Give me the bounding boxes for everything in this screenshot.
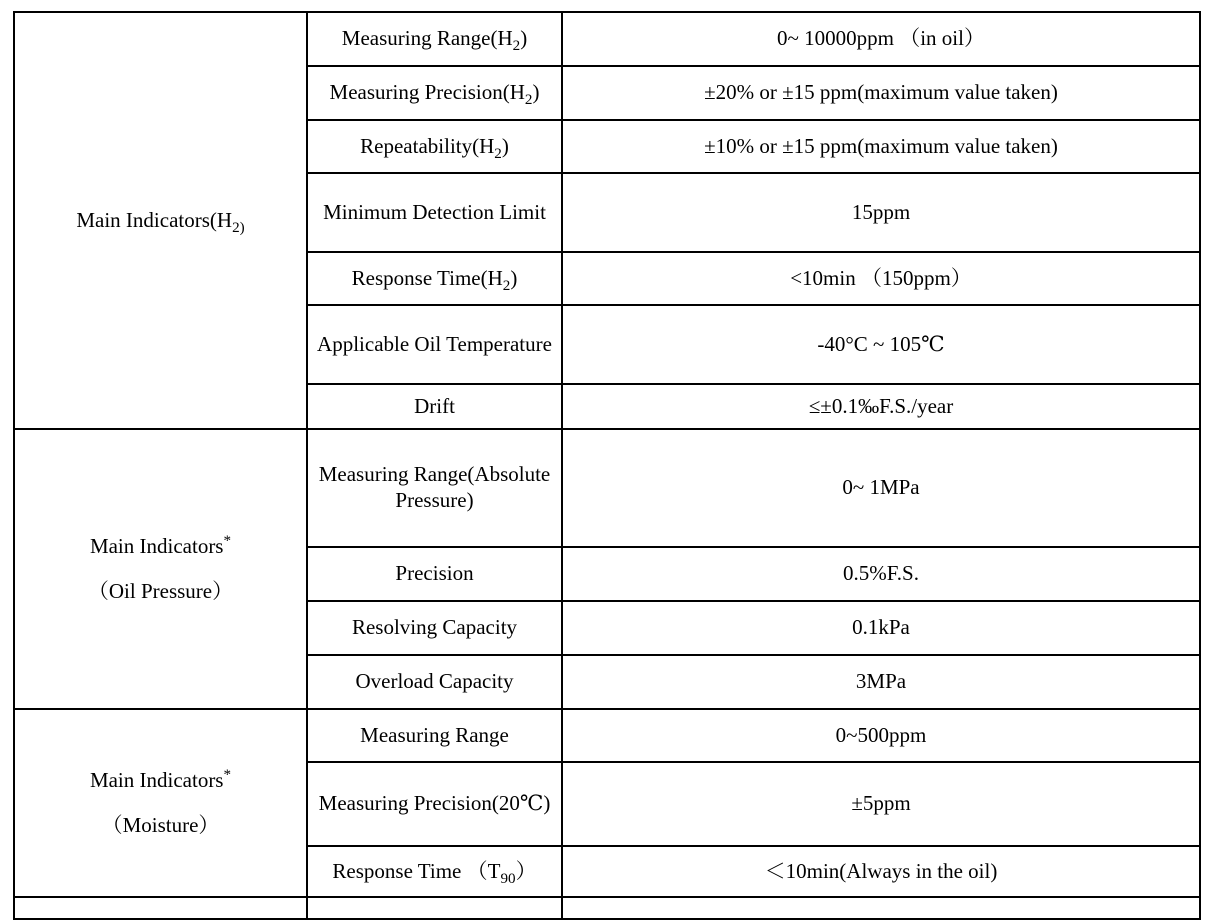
param-cell [307,846,562,897]
param-subscript: 2 [502,277,511,294]
value-cell: 0~ 10000ppm （in oil） [562,12,1200,66]
group-label-text: Main Indicators [89,534,224,559]
group-label-main-indicators-oil-pressure [14,429,307,709]
param-cell [307,12,562,66]
value-cell: 0.1kPa [562,601,1200,655]
value-cell: -40°C ~ 105℃ [562,305,1200,384]
param-cell: Measuring Range [307,709,562,762]
param-tail: ) [510,265,518,290]
value-cell: ±5ppm [562,762,1200,846]
table-row-partial [14,897,1200,919]
param-cell: Overload Capacity [307,655,562,709]
value-cell-empty [562,897,1200,919]
param-text: Repeatability(H [360,133,495,158]
group-label-main-indicators-moisture [14,709,307,897]
param-cell [307,120,562,173]
param-cell-empty [307,897,562,919]
table-row [14,709,1200,762]
value-cell: 3MPa [562,655,1200,709]
group-label-second-line: （Moisture） [101,813,220,837]
param-cell: Applicable Oil Temperature [307,305,562,384]
param-subscript: 90 [500,870,516,887]
param-text: Measuring Precision(H [329,80,525,105]
asterisk-marker: * [223,767,232,784]
param-cell: Precision [307,547,562,601]
table-body [14,12,1200,919]
value-cell: <10min （150ppm） [562,252,1200,305]
asterisk-marker: * [223,533,232,550]
param-cell: Measuring Precision(20℃) [307,762,562,846]
param-text: Response Time(H [351,265,503,290]
value-cell: ±10% or ±15 ppm(maximum value taken) [562,120,1200,173]
param-cell-empty [14,897,307,919]
value-cell: ≤±0.1‰F.S./year [562,384,1200,429]
specification-table [13,11,1201,920]
value-cell: ±20% or ±15 ppm(maximum value taken) [562,66,1200,120]
param-subscript: 2 [494,145,502,162]
param-cell: Drift [307,384,562,429]
group-label-subscript: 2) [232,220,245,237]
value-cell: 0~500ppm [562,709,1200,762]
param-cell [307,66,562,120]
param-cell [307,252,562,305]
value-cell: 0.5%F.S. [562,547,1200,601]
param-text: Measuring Range(H [341,26,513,51]
group-label-second-line: （Oil Pressure） [87,579,234,603]
table-row [14,12,1200,66]
param-cell: Minimum Detection Limit [307,173,562,252]
table-row [14,429,1200,547]
param-tail: ) [501,133,509,158]
param-cell: Resolving Capacity [307,601,562,655]
param-tail: ） [515,858,537,883]
value-cell: 0~ 1MPa [562,429,1200,547]
group-label-text: Main Indicators [89,768,224,793]
param-cell: Measuring Range(Absolute Pressure) [307,429,562,547]
param-subscript: 2 [524,92,533,109]
param-text: Response Time （T [332,858,501,883]
param-tail: ) [520,26,528,51]
value-cell: 15ppm [562,173,1200,252]
param-subscript: 2 [512,38,521,55]
group-label-main-indicators-h2 [14,12,307,429]
group-label-text: Main Indicators(H [76,208,233,233]
param-tail: ) [532,80,540,105]
value-cell: ＜10min(Always in the oil) [562,846,1200,897]
